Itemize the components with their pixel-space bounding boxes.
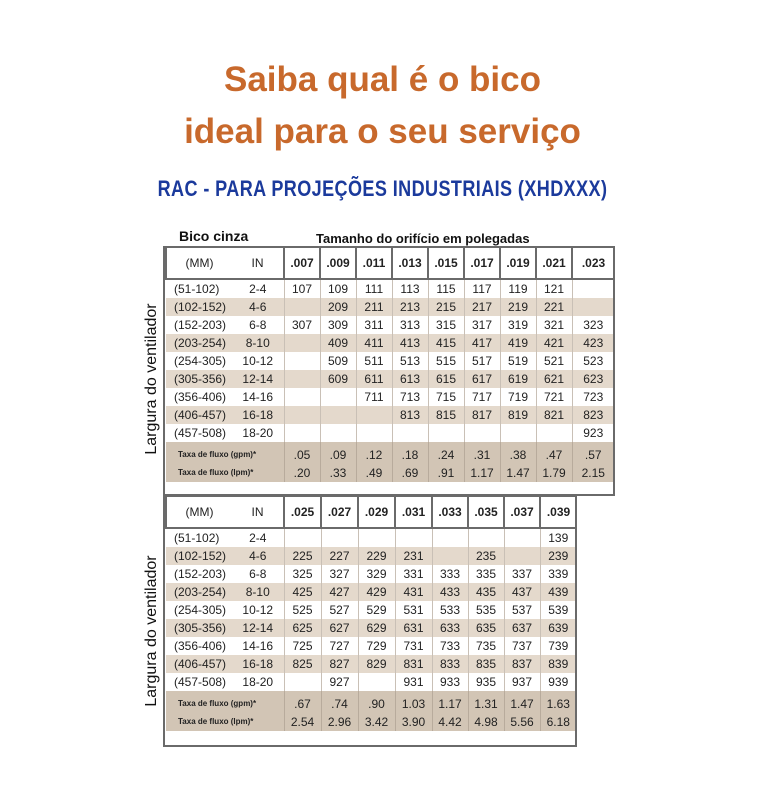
nozzle-code xyxy=(572,279,614,298)
range-in: 12-14 xyxy=(232,619,284,637)
nozzle-code xyxy=(392,424,428,442)
table-row xyxy=(166,673,576,691)
nozzle-code: 931 xyxy=(395,673,432,691)
nozzle-code: 215 xyxy=(428,298,464,316)
nozzle-code: 239 xyxy=(540,547,576,565)
nozzle-code: 527 xyxy=(321,601,358,619)
nozzle-code xyxy=(284,528,321,547)
range-mm: (457-508) xyxy=(174,426,227,440)
nozzle-code: 837 xyxy=(504,655,540,673)
nozzle-code: 417 xyxy=(464,334,500,352)
flow-rate-value: .31 xyxy=(464,442,500,463)
nozzle-code xyxy=(572,298,614,316)
flow-rate-value: 1.31 xyxy=(468,691,504,712)
nozzle-code: 637 xyxy=(504,619,540,637)
flow-rate-value: .12 xyxy=(356,442,392,463)
table-row xyxy=(166,528,576,547)
range-mm: (203-254) xyxy=(166,583,232,601)
flow-rate-value: .57 xyxy=(572,442,614,463)
table-row xyxy=(166,655,576,673)
flow-rate-value: .91 xyxy=(428,463,464,482)
flow-rate-value: 4.98 xyxy=(468,712,504,731)
table-row xyxy=(166,279,614,298)
nozzle-code: 819 xyxy=(500,406,536,424)
nozzle-code: 427 xyxy=(321,583,358,601)
table-row xyxy=(166,547,576,565)
nozzle-code: 211 xyxy=(356,298,392,316)
nozzle-code: 821 xyxy=(536,406,572,424)
nozzle-code xyxy=(284,334,320,352)
nozzle-code xyxy=(504,547,540,565)
flow-rate-value: .74 xyxy=(321,691,358,712)
range-mm: (254-305) xyxy=(174,354,227,368)
nozzle-code: 935 xyxy=(468,673,504,691)
nozzle-code: 329 xyxy=(358,565,395,583)
nozzle-code: 309 xyxy=(320,316,356,334)
header-orifice-size: .015 xyxy=(428,248,464,279)
range-in: 10-12 xyxy=(242,354,274,368)
range-in: 14-16 xyxy=(242,390,274,404)
nozzle-code: 813 xyxy=(392,406,428,424)
nozzle-code xyxy=(432,547,468,565)
nozzle-code xyxy=(358,673,395,691)
flow-rate-value: .33 xyxy=(320,463,356,482)
nozzle-code: 623 xyxy=(572,370,614,388)
table-1-header-row xyxy=(166,248,614,279)
nozzle-table-2 xyxy=(165,497,576,731)
nozzle-code: 625 xyxy=(284,619,321,637)
flow-rate-value: 1.63 xyxy=(540,691,576,712)
range-mm: (51-102) xyxy=(174,531,220,545)
nozzle-code: 537 xyxy=(504,601,540,619)
flow-rate-label: Taxa de fluxo (lpm)* xyxy=(166,463,284,482)
nozzle-code: 315 xyxy=(428,316,464,334)
nozzle-code: 117 xyxy=(464,279,500,298)
nozzle-code: 419 xyxy=(500,334,536,352)
header-orifice-size: .025 xyxy=(284,497,321,528)
flow-rate-label: Taxa de fluxo (gpm)* xyxy=(166,691,284,712)
nozzle-code xyxy=(504,528,540,547)
nozzle-code: 433 xyxy=(432,583,468,601)
nozzle-caption: Bico cinza xyxy=(179,228,249,244)
flow-rate-value: .67 xyxy=(284,691,321,712)
nozzle-code: 113 xyxy=(392,279,428,298)
nozzle-code xyxy=(320,388,356,406)
flow-rate-value: 2.96 xyxy=(321,712,358,731)
range-in: 18-20 xyxy=(242,426,274,440)
nozzle-code: 219 xyxy=(500,298,536,316)
nozzle-code xyxy=(284,370,320,388)
nozzle-code: 221 xyxy=(536,298,572,316)
nozzle-code xyxy=(320,424,356,442)
range-in: 16-18 xyxy=(232,655,284,673)
flow-rate-value: 4.42 xyxy=(432,712,468,731)
flow-rate-row xyxy=(166,712,576,731)
flow-rate-row xyxy=(166,463,614,482)
nozzle-code xyxy=(432,528,468,547)
flow-rate-value: 1.79 xyxy=(536,463,572,482)
table-row xyxy=(166,619,576,637)
nozzle-code: 235 xyxy=(468,547,504,565)
range-mm: (356-406) xyxy=(174,390,227,404)
nozzle-code: 109 xyxy=(320,279,356,298)
range-in: 6-8 xyxy=(249,318,267,332)
table-row xyxy=(166,601,576,619)
range-in: 16-18 xyxy=(232,406,284,424)
nozzle-code: 721 xyxy=(536,388,572,406)
nozzle-code: 711 xyxy=(356,388,392,406)
nozzle-code xyxy=(358,528,395,547)
nozzle-code: 317 xyxy=(464,316,500,334)
nozzle-code xyxy=(284,388,320,406)
nozzle-code: 539 xyxy=(540,601,576,619)
flow-rate-value: 3.90 xyxy=(395,712,432,731)
range-in: 14-16 xyxy=(242,639,274,653)
nozzle-code: 511 xyxy=(356,352,392,370)
range-mm: (406-457) xyxy=(166,406,232,424)
table-row xyxy=(166,583,576,601)
header-orifice-size: .021 xyxy=(536,248,572,279)
flow-rate-row xyxy=(166,691,576,712)
header-mm: (MM) xyxy=(166,248,232,279)
nozzle-code: 435 xyxy=(468,583,504,601)
nozzle-code: 713 xyxy=(392,388,428,406)
nozzle-code: 615 xyxy=(428,370,464,388)
nozzle-code: 323 xyxy=(572,316,614,334)
nozzle-code xyxy=(320,406,356,424)
flow-rate-value: .49 xyxy=(356,463,392,482)
header-orifice-size: .039 xyxy=(540,497,576,528)
header-orifice-size: .011 xyxy=(356,248,392,279)
flow-rate-value: .38 xyxy=(500,442,536,463)
nozzle-code: 333 xyxy=(432,565,468,583)
flow-rate-value: 1.17 xyxy=(432,691,468,712)
orifice-size-caption: Tamanho do orifício em polegadas xyxy=(316,231,530,246)
range-mm: (203-254) xyxy=(166,334,232,352)
flow-rate-value: .09 xyxy=(320,442,356,463)
headline-line-2: ideal para o seu serviço xyxy=(184,112,581,151)
flow-rate-value: .24 xyxy=(428,442,464,463)
flow-rate-value: 3.42 xyxy=(358,712,395,731)
nozzle-code xyxy=(395,528,432,547)
nozzle-code: 439 xyxy=(540,583,576,601)
table-row xyxy=(166,424,614,442)
nozzle-code: 715 xyxy=(428,388,464,406)
nozzle-code: 409 xyxy=(320,334,356,352)
range-in: 8-10 xyxy=(232,583,284,601)
nozzle-code: 313 xyxy=(392,316,428,334)
headline-line-1: Saiba qual é o bico xyxy=(223,60,542,99)
table-row xyxy=(166,637,576,655)
nozzle-code: 533 xyxy=(432,601,468,619)
nozzle-code: 335 xyxy=(468,565,504,583)
nozzle-code: 617 xyxy=(464,370,500,388)
nozzle-code: 835 xyxy=(468,655,504,673)
flow-rate-row xyxy=(166,442,614,463)
nozzle-code: 325 xyxy=(284,565,321,583)
nozzle-code: 321 xyxy=(536,316,572,334)
table-row xyxy=(166,370,614,388)
nozzle-code: 225 xyxy=(284,547,321,565)
fan-width-label-top: Largura do ventilador xyxy=(143,303,160,455)
range-in: 10-12 xyxy=(242,603,274,617)
nozzle-code: 115 xyxy=(428,279,464,298)
range-in: 12-14 xyxy=(232,370,284,388)
range-in: 8-10 xyxy=(232,334,284,352)
nozzle-code: 815 xyxy=(428,406,464,424)
range-mm: (152-203) xyxy=(174,318,227,332)
nozzle-code: 209 xyxy=(320,298,356,316)
flow-rate-value: 1.17 xyxy=(464,463,500,482)
nozzle-code: 823 xyxy=(572,406,614,424)
nozzle-code: 111 xyxy=(356,279,392,298)
nozzle-code: 517 xyxy=(464,352,500,370)
header-orifice-size: .035 xyxy=(468,497,504,528)
nozzle-code: 311 xyxy=(356,316,392,334)
range-in: 18-20 xyxy=(242,675,274,689)
nozzle-code: 633 xyxy=(432,619,468,637)
header-orifice-size: .017 xyxy=(464,248,500,279)
nozzle-code: 635 xyxy=(468,619,504,637)
range-mm: (457-508) xyxy=(174,675,227,689)
flow-rate-label: Taxa de fluxo (lpm)* xyxy=(166,712,284,731)
nozzle-code xyxy=(284,352,320,370)
nozzle-code: 827 xyxy=(321,655,358,673)
nozzle-code: 319 xyxy=(500,316,536,334)
header-orifice-size: .031 xyxy=(395,497,432,528)
range-mm: (102-152) xyxy=(166,547,232,565)
nozzle-code: 525 xyxy=(284,601,321,619)
flow-rate-value: 1.47 xyxy=(500,463,536,482)
table-row xyxy=(166,334,614,352)
flow-rate-value: 2.15 xyxy=(572,463,614,482)
nozzle-code: 627 xyxy=(321,619,358,637)
nozzle-code xyxy=(500,424,536,442)
header-orifice-size: .023 xyxy=(572,248,614,279)
flow-rate-label: Taxa de fluxo (gpm)* xyxy=(166,442,284,463)
fan-width-label-bottom: Largura do ventilador xyxy=(143,555,160,707)
header-orifice-size: .013 xyxy=(392,248,428,279)
nozzle-code: 817 xyxy=(464,406,500,424)
nozzle-code: 629 xyxy=(358,619,395,637)
nozzle-code xyxy=(284,406,320,424)
nozzle-code: 621 xyxy=(536,370,572,388)
nozzle-code: 523 xyxy=(572,352,614,370)
range-in: 4-6 xyxy=(232,547,284,565)
nozzle-code: 415 xyxy=(428,334,464,352)
nozzle-code: 119 xyxy=(500,279,536,298)
nozzle-code: 735 xyxy=(468,637,504,655)
nozzle-code: 509 xyxy=(320,352,356,370)
nozzle-code: 423 xyxy=(572,334,614,352)
nozzle-code: 719 xyxy=(500,388,536,406)
nozzle-code: 437 xyxy=(504,583,540,601)
flow-rate-value: .69 xyxy=(392,463,428,482)
nozzle-code: 339 xyxy=(540,565,576,583)
nozzle-code: 839 xyxy=(540,655,576,673)
flow-rate-value: .90 xyxy=(358,691,395,712)
nozzle-code xyxy=(468,528,504,547)
nozzle-code: 231 xyxy=(395,547,432,565)
nozzle-code: 631 xyxy=(395,619,432,637)
nozzle-code: 729 xyxy=(358,637,395,655)
range-mm: (305-356) xyxy=(166,619,232,637)
table-2-header-row xyxy=(166,497,576,528)
nozzle-code: 521 xyxy=(536,352,572,370)
nozzle-code: 723 xyxy=(572,388,614,406)
nozzle-code: 513 xyxy=(392,352,428,370)
nozzle-code xyxy=(356,424,392,442)
table-row xyxy=(166,316,614,334)
nozzle-code: 731 xyxy=(395,637,432,655)
range-in: 2-4 xyxy=(249,282,267,296)
table-row xyxy=(166,298,614,316)
header-in: IN xyxy=(232,497,284,528)
nozzle-code: 429 xyxy=(358,583,395,601)
nozzle-code: 831 xyxy=(395,655,432,673)
range-mm: (152-203) xyxy=(174,567,227,581)
nozzle-code: 611 xyxy=(356,370,392,388)
nozzle-code: 331 xyxy=(395,565,432,583)
flow-rate-value: .05 xyxy=(284,442,320,463)
flow-rate-value: 6.18 xyxy=(540,712,576,731)
nozzle-code: 531 xyxy=(395,601,432,619)
range-mm: (305-356) xyxy=(166,370,232,388)
nozzle-code: 829 xyxy=(358,655,395,673)
nozzle-code: 227 xyxy=(321,547,358,565)
flow-rate-value: 2.54 xyxy=(284,712,321,731)
nozzle-code xyxy=(284,424,320,442)
nozzle-code: 733 xyxy=(432,637,468,655)
header-orifice-size: .009 xyxy=(320,248,356,279)
header-orifice-size: .027 xyxy=(321,497,358,528)
nozzle-code xyxy=(536,424,572,442)
range-mm: (102-152) xyxy=(166,298,232,316)
nozzle-code xyxy=(428,424,464,442)
nozzle-code: 737 xyxy=(504,637,540,655)
nozzle-code: 327 xyxy=(321,565,358,583)
nozzle-code xyxy=(284,673,321,691)
nozzle-code: 515 xyxy=(428,352,464,370)
nozzle-code: 121 xyxy=(536,279,572,298)
nozzle-code: 739 xyxy=(540,637,576,655)
flow-rate-value: 1.03 xyxy=(395,691,432,712)
nozzle-code xyxy=(464,424,500,442)
table-row xyxy=(166,406,614,424)
flow-rate-value: 5.56 xyxy=(504,712,540,731)
nozzle-code: 833 xyxy=(432,655,468,673)
range-in: 6-8 xyxy=(249,567,267,581)
range-in: 4-6 xyxy=(232,298,284,316)
nozzle-code: 727 xyxy=(321,637,358,655)
nozzle-code: 411 xyxy=(356,334,392,352)
range-mm: (356-406) xyxy=(174,639,227,653)
nozzle-code: 107 xyxy=(284,279,320,298)
nozzle-code: 937 xyxy=(504,673,540,691)
range-mm: (51-102) xyxy=(174,282,220,296)
nozzle-code: 609 xyxy=(320,370,356,388)
nozzle-code: 725 xyxy=(284,637,321,655)
nozzle-code: 619 xyxy=(500,370,536,388)
subtitle: RAC - PARA PROJEÇÕES INDUSTRIAIS (XHDXXX) xyxy=(157,176,608,201)
header-orifice-size: .037 xyxy=(504,497,540,528)
nozzle-code: 229 xyxy=(358,547,395,565)
nozzle-code xyxy=(321,528,358,547)
nozzle-code: 139 xyxy=(540,528,576,547)
range-mm: (254-305) xyxy=(174,603,227,617)
nozzle-code: 307 xyxy=(284,316,320,334)
flow-rate-value: .20 xyxy=(284,463,320,482)
nozzle-code: 421 xyxy=(536,334,572,352)
nozzle-code: 337 xyxy=(504,565,540,583)
nozzle-code xyxy=(284,298,320,316)
nozzle-code: 927 xyxy=(321,673,358,691)
flow-rate-value: .47 xyxy=(536,442,572,463)
range-in: 2-4 xyxy=(249,531,267,545)
header-orifice-size: .029 xyxy=(358,497,395,528)
nozzle-code: 613 xyxy=(392,370,428,388)
table-row xyxy=(166,352,614,370)
nozzle-code: 535 xyxy=(468,601,504,619)
flow-rate-value: .18 xyxy=(392,442,428,463)
header-mm: (MM) xyxy=(166,497,232,528)
nozzle-code: 717 xyxy=(464,388,500,406)
header-orifice-size: .007 xyxy=(284,248,320,279)
table-row xyxy=(166,388,614,406)
nozzle-code: 825 xyxy=(284,655,321,673)
table-row xyxy=(166,565,576,583)
flow-rate-value: 1.47 xyxy=(504,691,540,712)
range-mm: (406-457) xyxy=(166,655,232,673)
header-orifice-size: .019 xyxy=(500,248,536,279)
nozzle-code: 519 xyxy=(500,352,536,370)
nozzle-code xyxy=(356,406,392,424)
nozzle-code: 425 xyxy=(284,583,321,601)
nozzle-code: 639 xyxy=(540,619,576,637)
nozzle-code: 939 xyxy=(540,673,576,691)
nozzle-code: 217 xyxy=(464,298,500,316)
nozzle-table-1 xyxy=(165,248,614,482)
nozzle-code: 431 xyxy=(395,583,432,601)
nozzle-code: 213 xyxy=(392,298,428,316)
nozzle-code: 933 xyxy=(432,673,468,691)
nozzle-code: 413 xyxy=(392,334,428,352)
nozzle-code: 529 xyxy=(358,601,395,619)
header-orifice-size: .033 xyxy=(432,497,468,528)
header-in: IN xyxy=(232,248,284,279)
nozzle-code: 923 xyxy=(572,424,614,442)
